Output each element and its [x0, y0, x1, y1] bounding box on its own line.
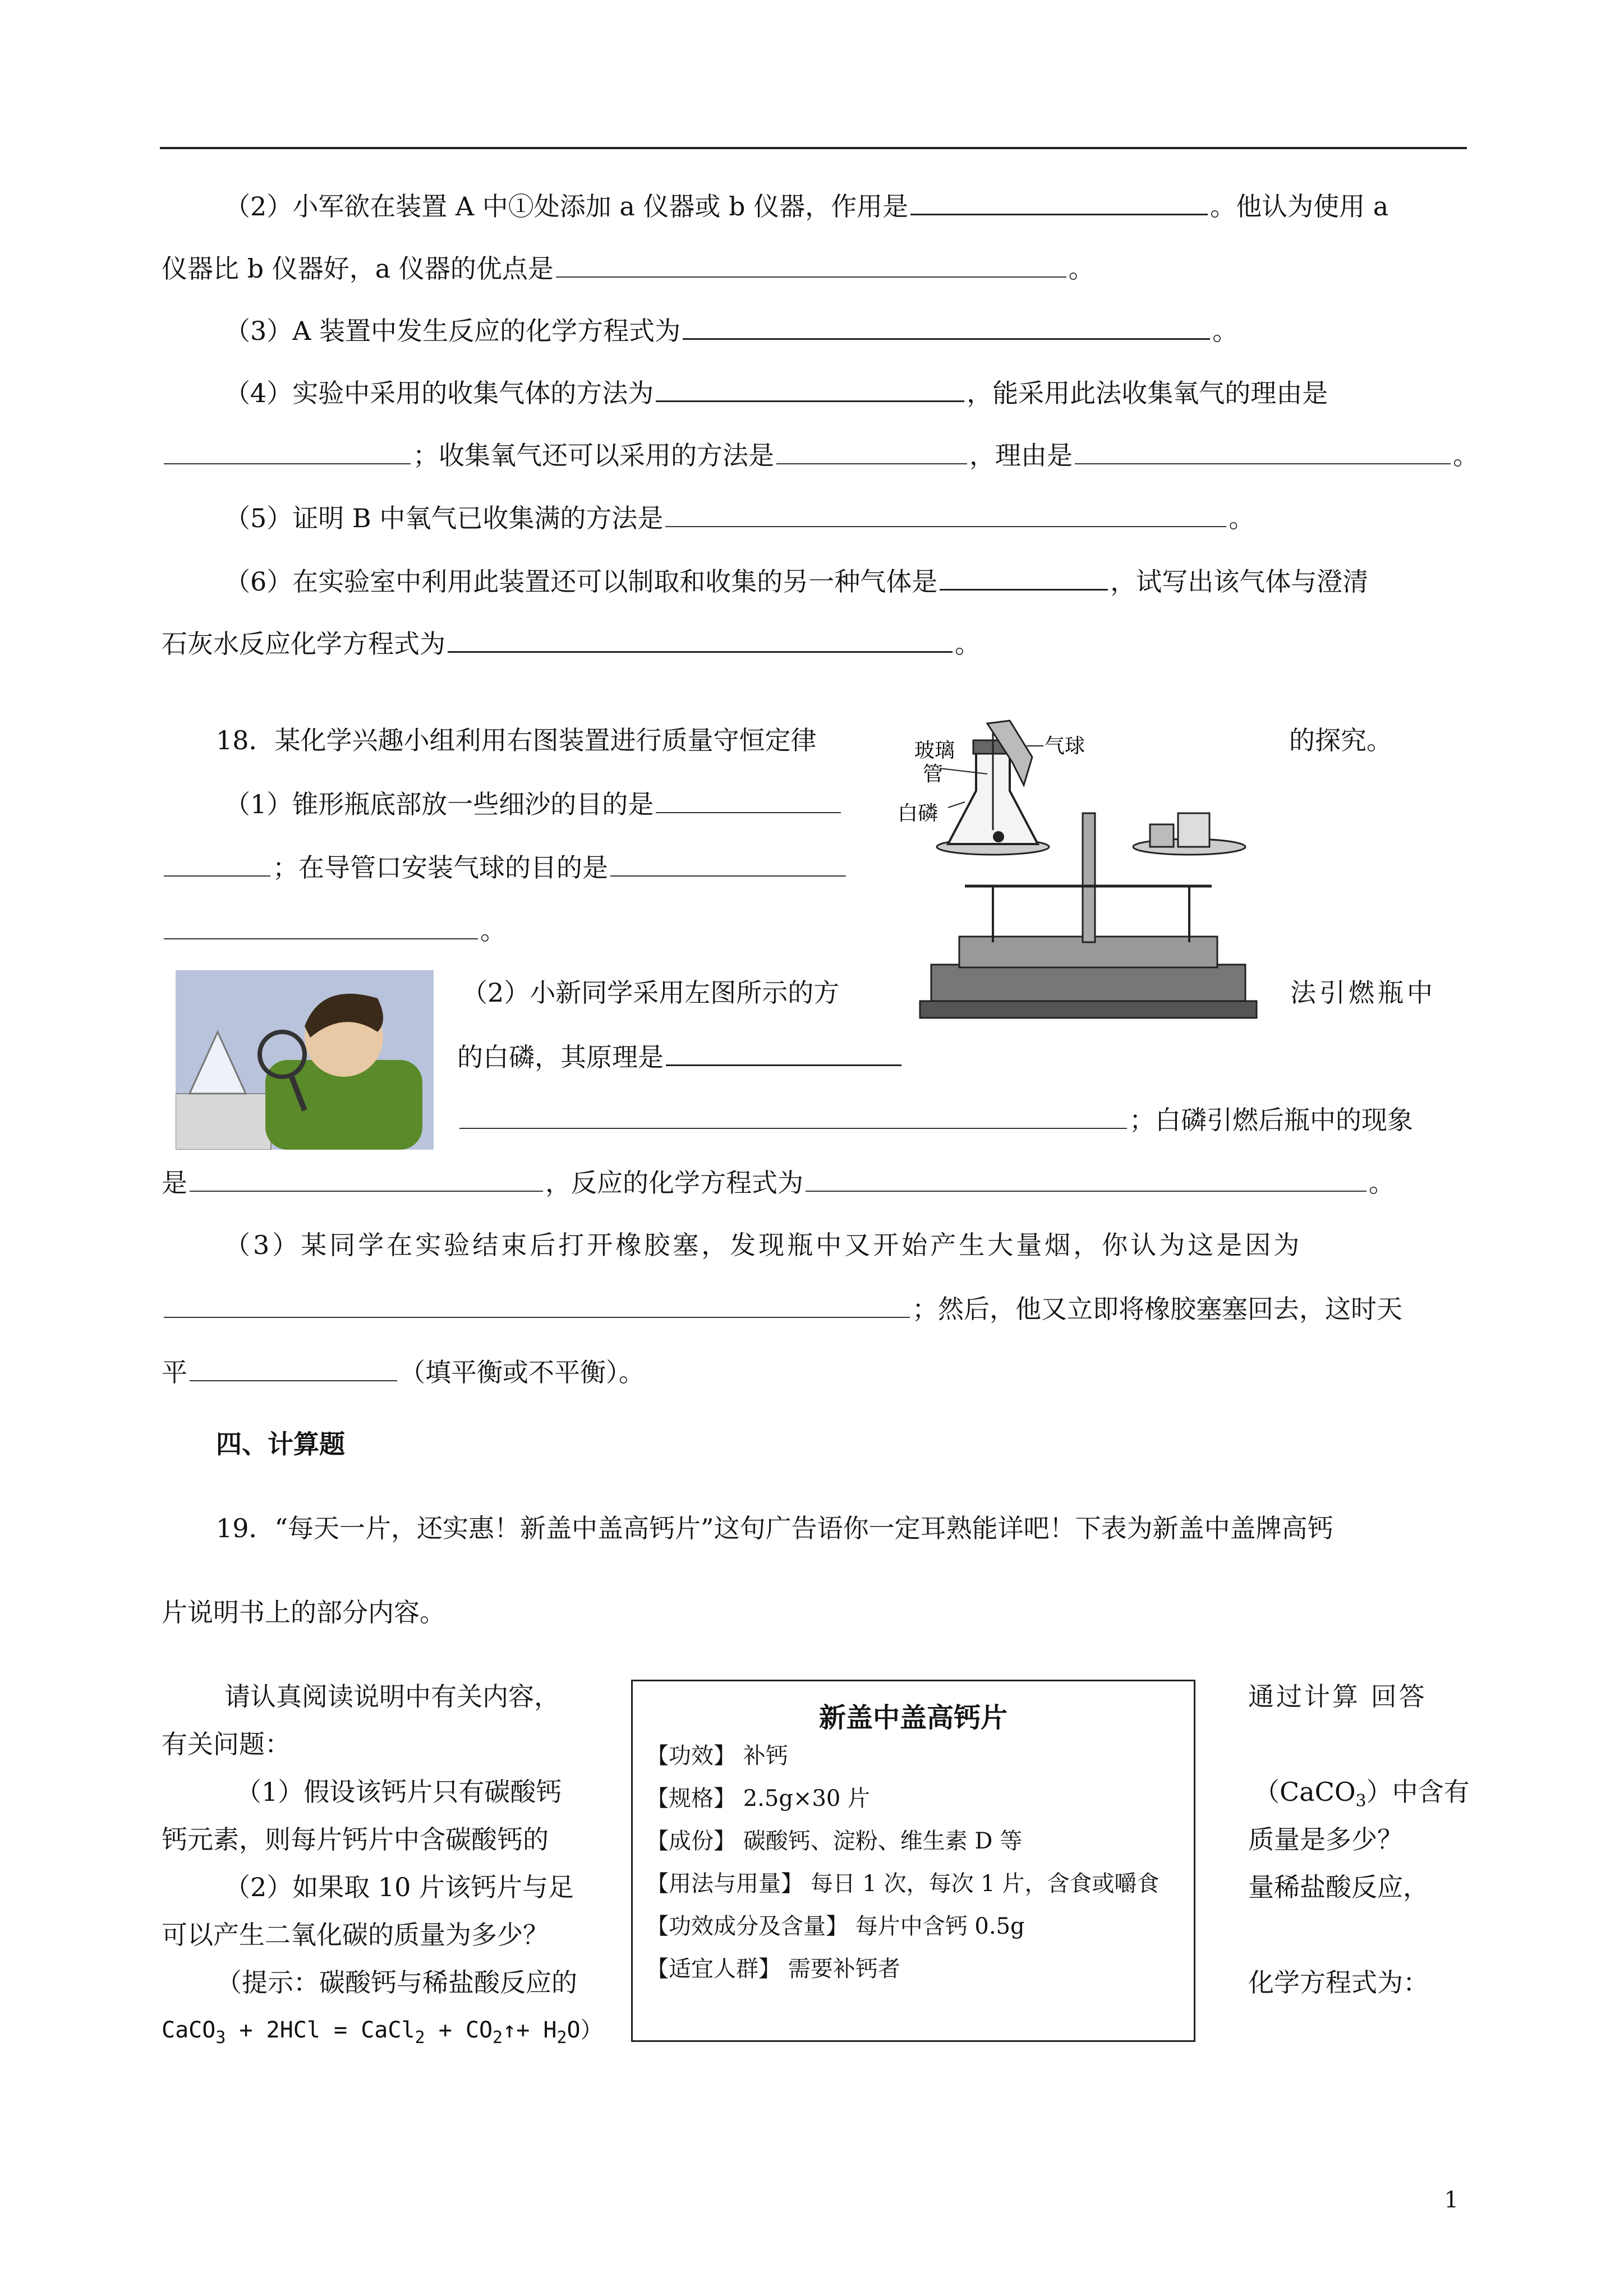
q19-equation: CaCO$_3$ + 2HCl = CaCl$_2$ + $CO_2↑+ H_2O$）	[162, 2017, 603, 2048]
answer-blank[interactable]	[656, 375, 964, 402]
box-title: 新盖中盖高钙片	[818, 1702, 1007, 1733]
q17-p5: （5）证明 B 中氧气已收集满的方法是 。	[224, 500, 1254, 535]
q18-p2-line1-end: 法引燃瓶中	[1290, 978, 1436, 1008]
answer-blank[interactable]	[776, 437, 967, 464]
q17-p2-line2: 仪器比 b 仪器好，a 仪器的优点是 。	[162, 251, 1094, 285]
q19-left-4: 钙元素，则每片钙片中含碳酸钙的	[162, 1824, 549, 1855]
q18-p1-line2: ；在导管口安装气球的目的是	[162, 850, 848, 884]
q17-p4-line1: （4）实验中采用的收集气体的方法为 ，能采用此法收集氧气的理由是	[224, 375, 1328, 410]
white-phosphorus-icon	[993, 831, 1004, 842]
weight-large	[1178, 813, 1209, 847]
magnifying-glass-photo	[176, 970, 434, 1150]
answer-blank[interactable]	[459, 1102, 1127, 1129]
q19-line2: 片说明书上的部分内容。	[162, 1597, 445, 1628]
q19-right-3: 质量是多少？	[1248, 1824, 1403, 1855]
q19-left-6: 可以产生二氧化碳的质量为多少？	[162, 1920, 549, 1950]
q17-p4-line2: ；收集氧气还可以采用的方法是 ，理由是 。	[162, 437, 1479, 472]
q18-intro-end: 的探究。	[1289, 725, 1392, 755]
q19-right-5: 化学方程式为：	[1248, 1967, 1429, 1998]
answer-blank[interactable]	[164, 437, 411, 464]
answer-blank[interactable]	[910, 188, 1208, 215]
q19-left-5: （2）如果取 10 片该钙片与足	[224, 1872, 574, 1902]
q19-right-2: （CaCO$_3$）中含有	[1254, 1777, 1470, 1811]
answer-blank[interactable]	[665, 500, 1226, 527]
balance-foot	[920, 1001, 1257, 1018]
q19-right-1: 通过计算 回答	[1248, 1681, 1427, 1712]
label-glass-tube-1: 玻璃	[914, 739, 955, 762]
answer-blank[interactable]	[666, 1039, 901, 1066]
q17-p2-line1: （2）小军欲在装置 A 中①处添加 a 仪器或 b 仪器，作用是 。他认为使用 a	[224, 188, 1388, 223]
answer-blank[interactable]	[164, 1291, 910, 1318]
label-balloon: 气球	[1045, 735, 1085, 758]
balance-base	[931, 965, 1245, 1004]
q19-left-2: 有关问题：	[162, 1729, 291, 1759]
q18-p2-line4: 是 ，反应的化学方程式为 。	[162, 1165, 1395, 1200]
q17-p3: （3）A 装置中发生反应的化学方程式为 。	[224, 312, 1238, 348]
q19-right-4: 量稀盐酸反应，	[1248, 1872, 1429, 1902]
box-row: 【功效成分及含量】 每片中含钙 0.5g	[646, 1914, 1025, 1939]
table	[176, 1094, 271, 1150]
q18-p3-line3: 平 （填平衡或不平衡）。	[162, 1354, 645, 1389]
q19-left-1: 请认真阅读说明中有关内容，	[224, 1681, 560, 1712]
q17-p6-line2: 石灰水反应化学方程式为 。	[162, 625, 981, 661]
answer-blank[interactable]	[190, 1165, 543, 1192]
pointer-line	[948, 802, 965, 808]
answer-blank[interactable]	[806, 1165, 1367, 1192]
box-row: 【功效】 补钙	[646, 1743, 788, 1769]
q18-p1-line3: 。	[162, 912, 506, 947]
answer-blank[interactable]	[610, 850, 846, 877]
q19-left-7: （提示：碳酸钙与稀盐酸反应的	[216, 1967, 577, 1998]
box-row: 【规格】 2.5g×30 片	[646, 1786, 871, 1811]
product-info-box	[631, 1680, 1195, 2042]
weight-small	[1150, 824, 1174, 847]
answer-blank[interactable]	[656, 786, 841, 813]
q18-p2-line3: ；白磷引燃后瓶中的现象	[457, 1102, 1413, 1137]
answer-blank[interactable]	[683, 312, 1210, 340]
up-arrow-icon: ↑	[503, 2017, 517, 2043]
q18-p1-line1: （1）锥形瓶底部放一些细沙的目的是	[224, 786, 843, 821]
balance-pillar	[1083, 813, 1095, 942]
balance-apparatus-figure	[898, 718, 1268, 1032]
answer-blank[interactable]	[164, 850, 270, 877]
q18-p3-line1: （3）某同学在实验结束后打开橡胶塞，发现瓶中又开始产生大量烟，你认为这是因为	[224, 1230, 1303, 1260]
answer-blank[interactable]	[1075, 437, 1451, 464]
label-white-phosphorus: 白磷	[898, 802, 938, 825]
answer-blank[interactable]	[940, 563, 1108, 591]
q19-line1: 19．“每天一片，还实惠！新盖中盖高钙片”这句广告语你一定耳熟能详吧！下表为新盖中盖牌高钙	[216, 1513, 1333, 1543]
section-title: 四、计算题	[216, 1429, 345, 1459]
q17-p6-line1: （6）在实验室中利用此装置还可以制取和收集的另一种气体是 ，试写出该气体与澄清	[224, 563, 1368, 598]
q18-p3-line2: ；然后，他又立即将橡胶塞塞回去，这时天	[162, 1291, 1402, 1326]
page-number: 1	[1444, 2187, 1459, 2213]
box-row: 【适宜人群】 需要补钙者	[646, 1956, 900, 1982]
q18-intro: 18．某化学兴趣小组利用右图装置进行质量守恒定律	[216, 725, 817, 755]
header-rule	[160, 147, 1467, 149]
answer-blank[interactable]	[448, 625, 953, 653]
q19-left-3: （1）假设该钙片只有碳酸钙	[236, 1777, 562, 1807]
box-row: 【用法与用量】 每日 1 次，每次 1 片，含食或嚼食	[646, 1871, 1160, 1897]
answer-blank[interactable]	[190, 1354, 397, 1381]
label-glass-tube-2: 管	[923, 763, 944, 786]
q18-p2-line1: （2）小新同学采用左图所示的方	[462, 978, 840, 1008]
q18-p2-line2: 的白磷，其原理是	[457, 1039, 904, 1074]
answer-blank[interactable]	[556, 251, 1066, 278]
answer-blank[interactable]	[164, 912, 478, 939]
box-row: 【成份】 碳酸钙、淀粉、维生素 D 等	[646, 1828, 1023, 1854]
